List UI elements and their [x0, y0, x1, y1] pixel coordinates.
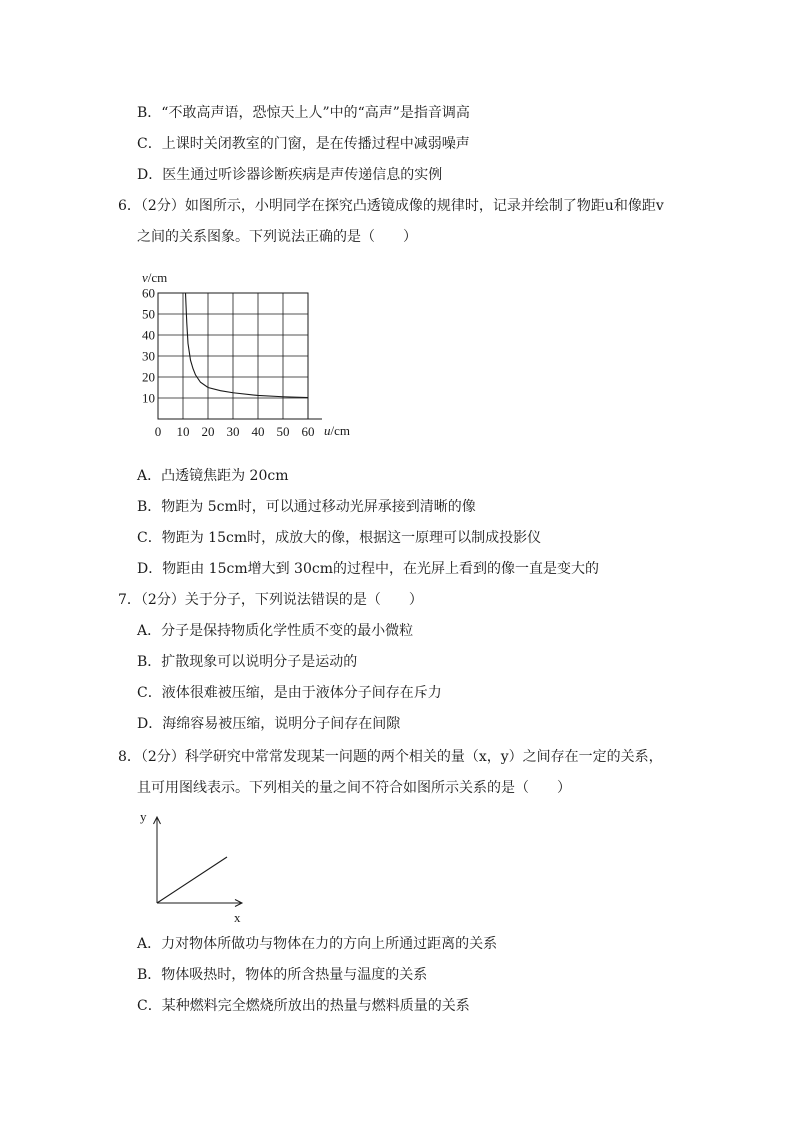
- x-tick-label: 0: [154, 424, 162, 439]
- y-tick-label: 60: [142, 285, 155, 301]
- xy-chart-line: [157, 857, 227, 903]
- xy-chart-axes: [154, 817, 243, 907]
- q7-option-c: C．液体很难被压缩，是由于液体分子间存在斥力: [137, 685, 442, 701]
- q6-option-a: A．凸透镜焦距为 20cm: [137, 468, 289, 484]
- lens-chart-xlabel-unit: /cm: [330, 423, 350, 438]
- y-tick-label: 40: [142, 327, 155, 343]
- y-tick-label: 50: [142, 306, 155, 322]
- y-tick-label: 10: [142, 390, 155, 406]
- q8-option-b: B．物体吸热时，物体的所含热量与温度的关系: [137, 967, 428, 983]
- lens-chart-xlabel-var: u: [324, 423, 331, 438]
- x-tick-label: 10: [176, 424, 190, 439]
- q7-option-d: D．海绵容易被压缩，说明分子间存在间隙: [137, 716, 401, 732]
- xy-chart-ylabel: y: [140, 809, 147, 824]
- q7-option-b: B．扩散现象可以说明分子是运动的: [137, 654, 358, 670]
- q8-stem-line2: 且可用图线表示。下列相关的量之间不符合如图所示关系的是（ ）: [137, 780, 571, 796]
- q5-option-b: B．“不敢高声语，恐惊天上人”中的“高声”是指音调高: [137, 105, 470, 121]
- y-tick-label: 20: [142, 369, 155, 385]
- xy-chart-xlabel: x: [234, 910, 241, 925]
- q6-option-c: C．物距为 15cm时，成放大的像，根据这一原理可以制成投影仪: [137, 530, 542, 546]
- q7-stem: 7．（2分）关于分子，下列说法错误的是（ ）: [118, 592, 423, 608]
- lens-chart-grid: [158, 293, 308, 419]
- x-tick-label: 40: [251, 424, 265, 439]
- q8-stem-line1: 8．（2分）科学研究中常常发现某一问题的两个相关的量（x，y）之间存在一定的关系，: [118, 749, 663, 765]
- q6-stem-line1: 6．（2分）如图所示，小明同学在探究凸透镜成像的规律时，记录并绘制了物距u和像距v: [118, 198, 664, 214]
- lens-chart-ylabel-var: v: [142, 270, 148, 285]
- q5-option-c: C．上课时关闭教室的门窗，是在传播过程中减弱噪声: [137, 136, 470, 152]
- lens-chart-curve: [186, 293, 309, 398]
- lens-chart: [130, 262, 370, 442]
- y-tick-label: 30: [142, 348, 155, 364]
- q6-option-b: B．物距为 5cm时，可以通过移动光屏承接到清晰的像: [137, 499, 476, 515]
- q8-option-a: A．力对物体所做功与物体在力的方向上所通过距离的关系: [137, 936, 498, 952]
- q5-option-d: D．医生通过听诊器诊断疾病是声传递信息的实例: [137, 167, 443, 183]
- lens-chart-xlabel: [324, 423, 350, 438]
- q6-stem-line2: 之间的关系图象。下列说法正确的是（ ）: [137, 229, 417, 245]
- x-tick-label: 50: [276, 424, 290, 439]
- lens-chart-ylabel: [142, 270, 167, 285]
- x-tick-label: 20: [201, 424, 215, 439]
- q8-option-c: C．某种燃料完全燃烧所放出的热量与燃料质量的关系: [137, 998, 470, 1014]
- x-tick-label: 60: [301, 424, 315, 439]
- x-tick-label: 30: [226, 424, 240, 439]
- q7-option-a: A．分子是保持物质化学性质不变的最小微粒: [137, 623, 414, 639]
- lens-chart-ylabel-unit: /cm: [147, 270, 168, 285]
- q6-option-d: D．物距由 15cm增大到 30cm的过程中，在光屏上看到的像一直是变大的: [137, 561, 599, 577]
- xy-chart: [130, 805, 270, 925]
